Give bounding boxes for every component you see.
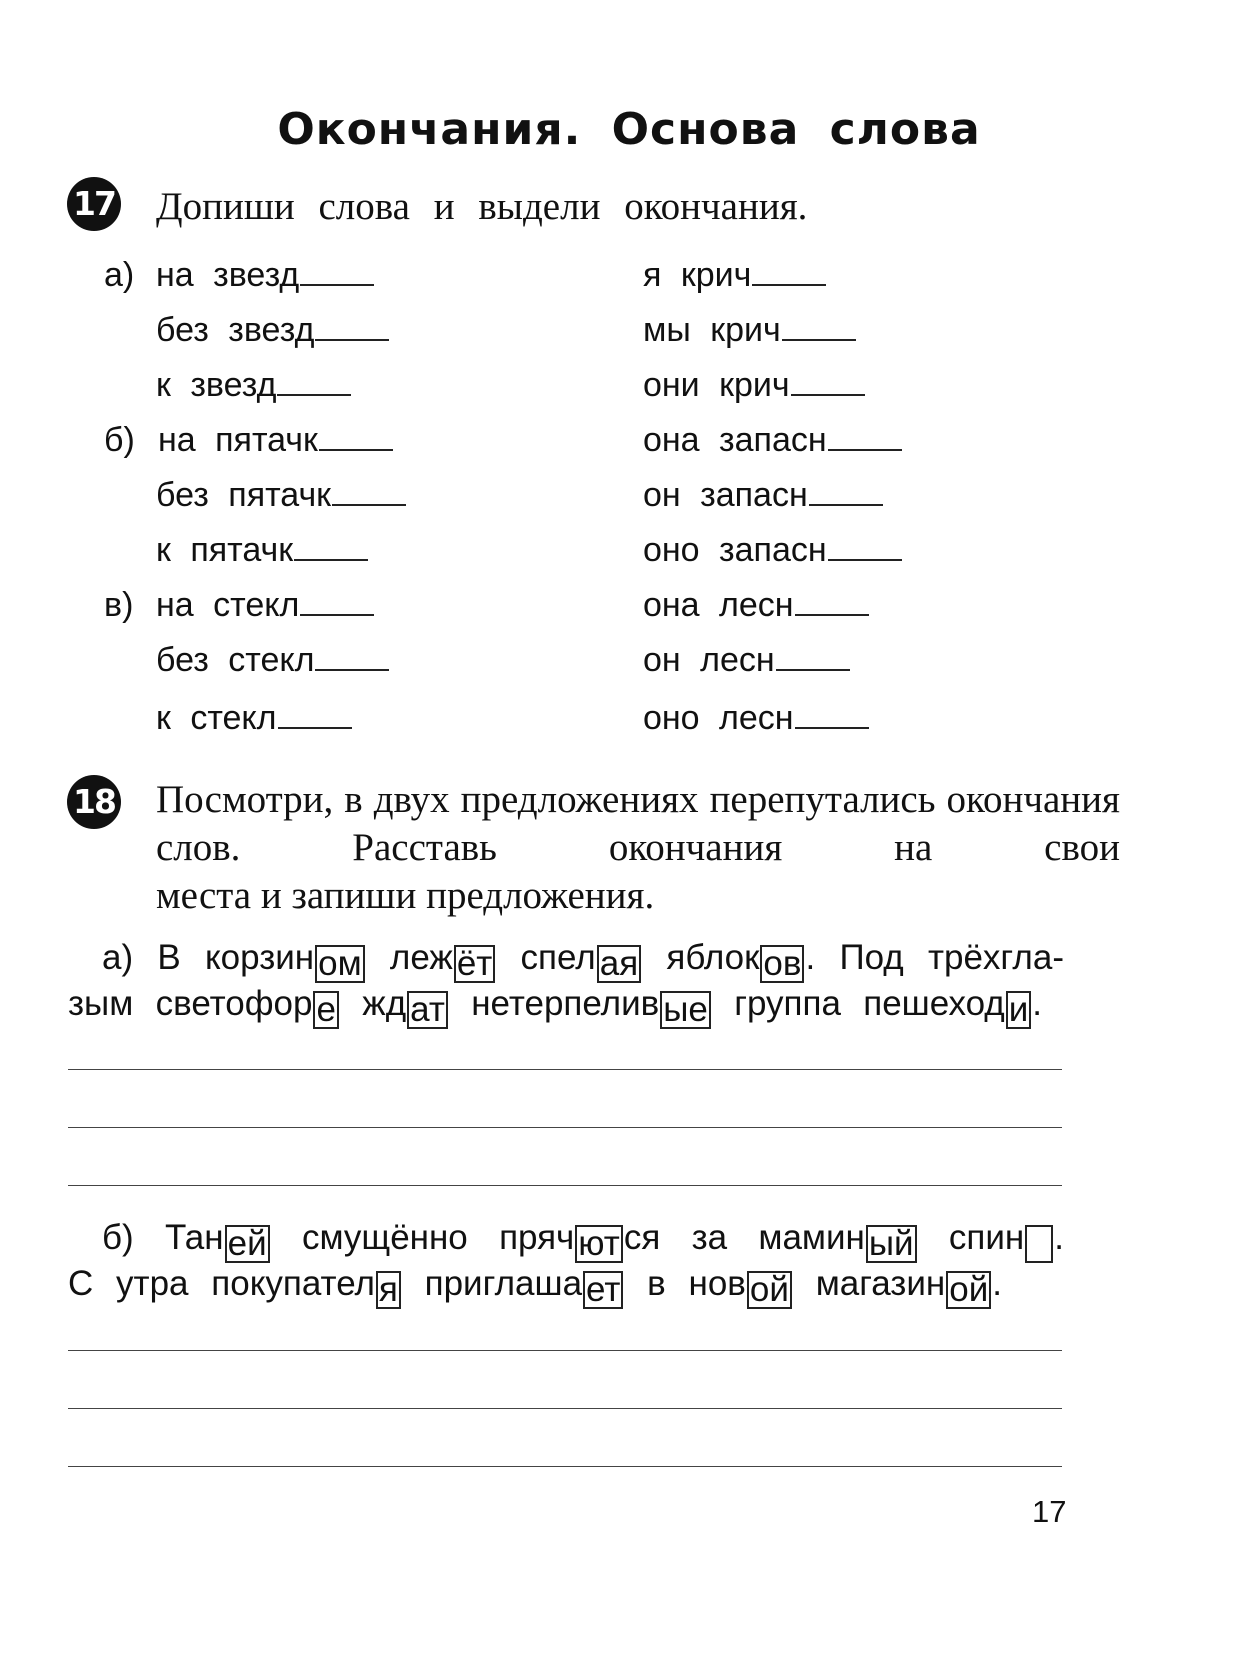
fill-item <box>156 641 389 680</box>
word-stem: пешеход <box>863 984 1005 1023</box>
word: С <box>68 1264 94 1303</box>
word-stem: мы крич <box>643 311 781 349</box>
word-stem: на пятачк <box>158 421 318 459</box>
word: зым <box>68 984 134 1023</box>
answer-blank[interactable] <box>300 613 374 616</box>
answer-blank[interactable] <box>791 393 865 396</box>
answer-line[interactable] <box>68 1185 1062 1186</box>
word: Под <box>839 938 904 977</box>
fill-item <box>156 311 389 350</box>
punctuation: . <box>992 1264 1002 1303</box>
word-stem: без стекл <box>156 641 315 679</box>
word-stem: к стекл <box>156 699 277 737</box>
answer-blank[interactable] <box>294 558 368 561</box>
exercise-b-line-1 <box>102 1218 1064 1263</box>
word-stem: Тан <box>165 1218 224 1257</box>
instruction-line: Посмотри, в двух предложениях перепутались <box>156 778 936 821</box>
word-stem: покупател <box>211 1264 375 1303</box>
page-number: 17 <box>1032 1494 1067 1529</box>
fill-item <box>156 476 406 515</box>
word-stem: на стекл <box>156 586 300 624</box>
punctuation: . <box>1032 984 1042 1023</box>
word-stem: без звезд <box>156 311 315 349</box>
fill-item <box>156 699 352 738</box>
word-stem: приглаша <box>424 1264 583 1303</box>
word <box>949 1218 1064 1257</box>
ending-box: ой <box>946 1271 991 1309</box>
word-stem: к звезд <box>156 366 277 404</box>
word-stem: без пятачк <box>156 476 332 514</box>
word <box>204 938 366 983</box>
ending-box: ат <box>407 991 448 1029</box>
word-stem: светофор <box>155 984 313 1023</box>
word-suffix: ся <box>623 1218 661 1257</box>
fill-item <box>158 421 393 460</box>
word: за <box>691 1218 728 1257</box>
answer-line[interactable] <box>68 1466 1062 1467</box>
word <box>165 1218 271 1263</box>
instruction-line: окончания слов. Расставь окончания на свои <box>156 778 1120 869</box>
ending-box: ют <box>575 1225 623 1263</box>
word <box>155 984 340 1029</box>
word-stem: нов <box>688 1264 746 1303</box>
punctuation: . <box>1054 1218 1064 1257</box>
word-stem: я крич <box>643 256 752 294</box>
answer-blank[interactable] <box>795 613 869 616</box>
answer-blank[interactable] <box>278 726 352 729</box>
word <box>815 1264 1002 1309</box>
empty-ending-box[interactable] <box>1025 1225 1053 1263</box>
ending-box: ей <box>225 1225 270 1263</box>
fill-item <box>643 699 869 738</box>
exercise-a-line-1 <box>102 938 1064 983</box>
ending-box: ые <box>660 991 711 1029</box>
word-stem: пряч <box>499 1218 575 1257</box>
fill-item <box>643 641 850 680</box>
fill-item <box>156 366 351 405</box>
answer-blank[interactable] <box>795 726 869 729</box>
ending-box: ая <box>597 945 641 983</box>
answer-blank[interactable] <box>319 448 393 451</box>
answer-line[interactable] <box>68 1127 1062 1128</box>
word-stem: оно лесн <box>643 699 794 737</box>
word-stem: он лесн <box>643 641 775 679</box>
answer-line[interactable] <box>68 1408 1062 1409</box>
word-stem: на звезд <box>156 256 300 294</box>
group-b-label: б) <box>104 421 135 459</box>
task-17-number-badge: 17 <box>67 177 121 231</box>
word <box>666 938 816 983</box>
word-stem: они крич <box>643 366 790 404</box>
ending-box: ой <box>747 1271 792 1309</box>
answer-blank[interactable] <box>828 558 902 561</box>
answer-blank[interactable] <box>776 668 850 671</box>
ending-box: ом <box>315 945 365 983</box>
ending-box: ет <box>583 1271 623 1309</box>
page-title: Окончания. Основа слова <box>277 104 981 155</box>
answer-blank[interactable] <box>828 448 902 451</box>
group-a-label: а) <box>104 256 135 294</box>
word: в <box>647 1264 666 1303</box>
word <box>863 984 1042 1029</box>
word-stem: она запасн <box>643 421 827 459</box>
word <box>362 984 449 1029</box>
word-stem: леж <box>389 938 453 977</box>
word: утра <box>116 1264 189 1303</box>
exercise-b <box>68 1218 1130 1318</box>
word <box>688 1264 793 1309</box>
answer-line[interactable] <box>68 1069 1062 1070</box>
item-label: б) <box>102 1218 134 1257</box>
task-17-instruction: Допиши слова и выдели окончания. <box>156 185 808 228</box>
word <box>471 984 712 1029</box>
exercise-b-line-2 <box>68 1264 1002 1309</box>
fill-item <box>156 531 368 570</box>
ending-box: я <box>376 1271 401 1309</box>
word <box>211 1264 402 1309</box>
word: группа <box>734 984 841 1023</box>
fill-item <box>643 256 826 295</box>
answer-blank[interactable] <box>782 338 856 341</box>
fill-item <box>643 366 865 405</box>
ending-box: и <box>1006 991 1032 1029</box>
answer-line[interactable] <box>68 1350 1062 1351</box>
ending-box: ов <box>760 945 804 983</box>
fill-item <box>643 476 883 515</box>
ending-box: е <box>313 991 338 1029</box>
fill-item <box>643 531 902 570</box>
word: смущённо <box>301 1218 468 1257</box>
word-stem: спин <box>948 1218 1025 1257</box>
fill-item <box>643 421 902 460</box>
ending-box: ёт <box>454 945 496 983</box>
answer-blank[interactable] <box>315 338 389 341</box>
instruction-line: места и запиши предложения. <box>156 874 655 917</box>
task-18-instruction <box>156 776 1120 920</box>
word-stem: он запасн <box>643 476 808 514</box>
word <box>520 938 643 983</box>
word <box>389 938 496 983</box>
exercise-a-line-2 <box>68 984 1042 1029</box>
word-stem: нетерпелив <box>471 984 660 1023</box>
word-stem: оно запасн <box>643 531 827 569</box>
word-stem: яблок <box>666 938 760 977</box>
fill-item <box>156 256 374 295</box>
word: трёхгла- <box>927 938 1064 977</box>
answer-blank[interactable] <box>332 503 406 506</box>
word-stem: магазин <box>815 1264 946 1303</box>
word-stem: спел <box>520 938 596 977</box>
word-stem: к пятачк <box>156 531 294 569</box>
group-c-label: в) <box>104 586 134 624</box>
fill-item <box>156 586 374 625</box>
word-stem: мамин <box>758 1218 865 1257</box>
answer-blank[interactable] <box>809 503 883 506</box>
punctuation: . <box>805 938 816 977</box>
answer-blank[interactable] <box>300 283 374 286</box>
answer-blank[interactable] <box>315 668 389 671</box>
word-stem: она лесн <box>643 586 794 624</box>
word-stem: корзин <box>204 938 315 977</box>
word <box>499 1218 661 1263</box>
word: В <box>157 938 181 977</box>
answer-blank[interactable] <box>752 283 826 286</box>
word-stem: жд <box>362 984 407 1023</box>
answer-blank[interactable] <box>277 393 351 396</box>
item-label: а) <box>102 938 134 977</box>
task-18-number-badge: 18 <box>67 775 121 829</box>
exercise-a <box>68 938 1130 1038</box>
word <box>424 1264 625 1309</box>
fill-item <box>643 586 869 625</box>
ending-box: ый <box>866 1225 917 1263</box>
fill-item <box>643 311 856 350</box>
word <box>758 1218 917 1263</box>
